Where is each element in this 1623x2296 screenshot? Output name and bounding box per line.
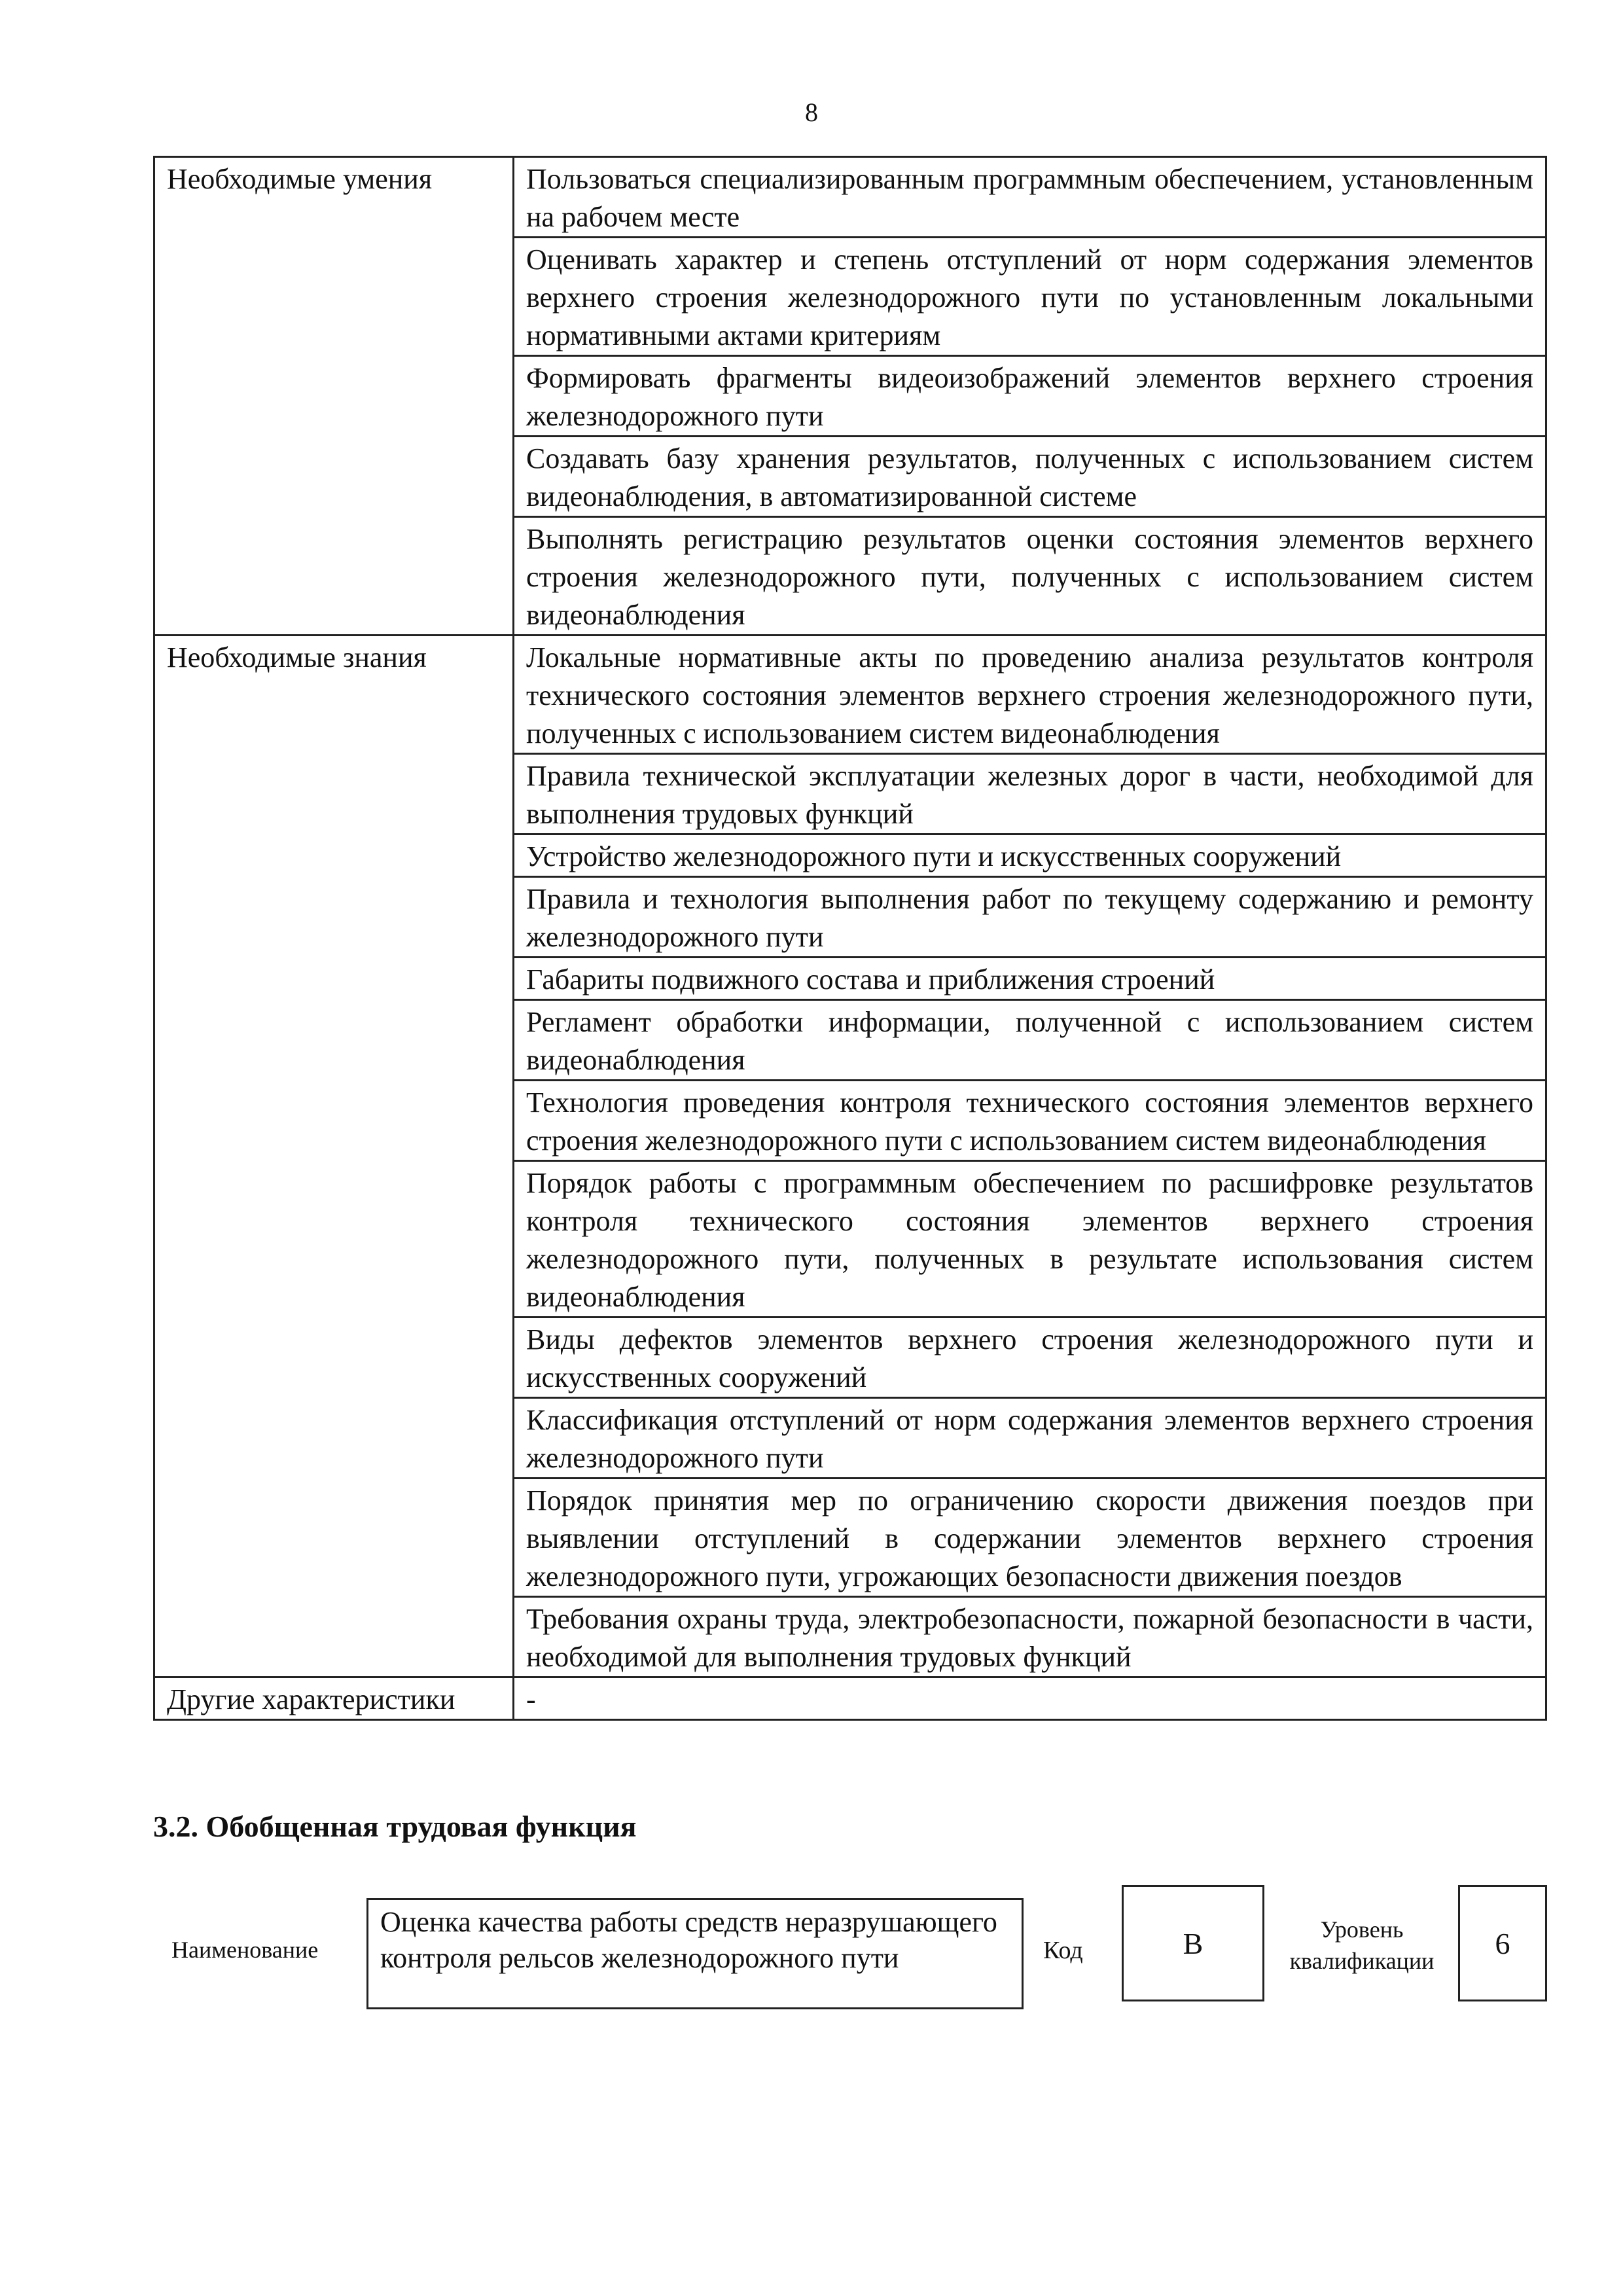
- knowledge-item: Классификация отступлений от норм содержания элементов верхнего строения железнодорожного пути: [514, 1398, 1546, 1479]
- generalized-function-row: [153, 1885, 1547, 2016]
- knowledge-item: Правила технической эксплуатации железных дорог в части, необходимой для выполнения трудовых функций: [514, 754, 1546, 834]
- knowledge-item: Локальные нормативные акты по проведению анализа результатов контроля технического состояния элементов верхнего строения железнодорожного пути, полученных с использованием систем видеонаблюдения: [514, 636, 1546, 754]
- name-label: Наименование: [171, 1937, 319, 1963]
- knowledge-item: Требования охраны труда, электробезопасности, пожарной безопасности в части, необходимой для выполнения трудовых функций: [514, 1597, 1546, 1677]
- knowledge-item: Габариты подвижного состава и приближения строений: [514, 958, 1546, 1000]
- knowledge-item: Виды дефектов элементов верхнего строения железнодорожного пути и искусственных сооружений: [514, 1318, 1546, 1398]
- section-heading: 3.2. Обобщенная трудовая функция: [153, 1810, 637, 1843]
- knowledge-item: Технология проведения контроля технического состояния элементов верхнего строения железнодорожного пути с использованием систем видеонаблюдения: [514, 1081, 1546, 1161]
- other-value: -: [514, 1677, 1546, 1720]
- code-value: B: [1122, 1885, 1264, 2001]
- skill-item: Пользоваться специализированным программным обеспечением, установленным на рабочем месте: [514, 157, 1546, 238]
- name-value: Оценка качества работы средств неразрушающего контроля рельсов железнодорожного пути: [366, 1898, 1024, 2009]
- knowledge-item: Регламент обработки информации, полученной с использованием систем видеонаблюдения: [514, 1000, 1546, 1081]
- table-row: [154, 157, 1546, 238]
- level-value: 6: [1458, 1885, 1547, 2001]
- skill-item: Выполнять регистрацию результатов оценки состояния элементов верхнего строения железнодорожного пути, полученных с использованием систем видеонаблюдения: [514, 517, 1546, 636]
- table-row: [154, 636, 1546, 754]
- knowledge-item: Порядок принятия мер по ограничению скорости движения поездов при выявлении отступлений в содержании элементов верхнего строения железнодорожного пути, угрожающих безопасности движения поездов: [514, 1479, 1546, 1597]
- other-label: Другие характеристики: [154, 1677, 514, 1720]
- characteristics-table: [153, 156, 1547, 1721]
- table-row: [154, 1677, 1546, 1720]
- skill-item: Формировать фрагменты видеоизображений элементов верхнего строения железнодорожного пути: [514, 356, 1546, 437]
- skill-item: Создавать базу хранения результатов, полученных с использованием систем видеонаблюдения, в автоматизированной системе: [514, 437, 1546, 517]
- knowledge-item: Правила и технология выполнения работ по текущему содержанию и ремонту железнодорожного пути: [514, 877, 1546, 958]
- skills-label: Необходимые умения: [154, 157, 514, 636]
- page-number: 8: [805, 98, 818, 127]
- knowledge-label: Необходимые знания: [154, 636, 514, 1677]
- skill-item: Оценивать характер и степень отступлений от норм содержания элементов верхнего строения железнодорожного пути по установленным локальными нормативными актами критериям: [514, 238, 1546, 356]
- knowledge-item: Порядок работы с программным обеспечением по расшифровке результатов контроля технического состояния элементов верхнего строения железнодорожного пути, полученных в результате использования систем видеонаблюдения: [514, 1161, 1546, 1318]
- code-label: Код: [1043, 1937, 1083, 1964]
- level-label: Уровень квалификации: [1289, 1916, 1435, 1974]
- knowledge-item: Устройство железнодорожного пути и искусственных сооружений: [514, 834, 1546, 877]
